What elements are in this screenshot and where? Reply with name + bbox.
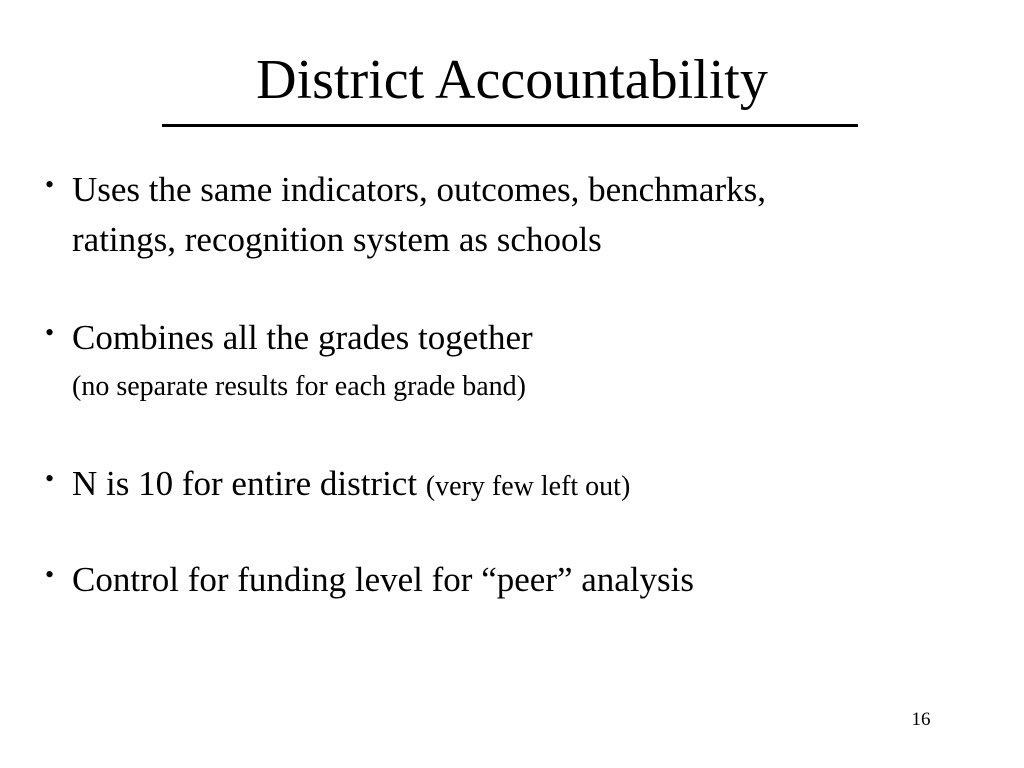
bullet-icon: • [45,170,55,199]
bullet-item-funding [45,555,995,609]
bullet-line: ratings, recognition system as schools [72,220,602,259]
bullet-text [72,459,1002,512]
bullet-icon: • [45,560,55,589]
bullet-icon: • [45,318,55,347]
bullet-item-grades [45,313,995,413]
bullet-inline-note: (very few left out) [425,471,631,502]
bullet-text: Control for funding level for “peer” analysis [72,560,695,599]
bullet-text: Combines all the grades together [72,318,533,357]
bullet-line: Uses the same indicators, outcomes, benchmarks, [72,170,766,209]
bullet-text [72,165,1002,265]
bullet-note: (no separate results for each grade band) [72,371,527,402]
bullet-main-text: N is 10 for entire district [72,464,418,503]
bullet-item-indicators [45,165,995,275]
bullet-item-n-size [45,459,995,513]
title-underline [162,124,858,127]
page-number: 16 [911,709,931,730]
bullet-icon: • [45,464,55,493]
slide-title: District Accountability [256,49,768,111]
